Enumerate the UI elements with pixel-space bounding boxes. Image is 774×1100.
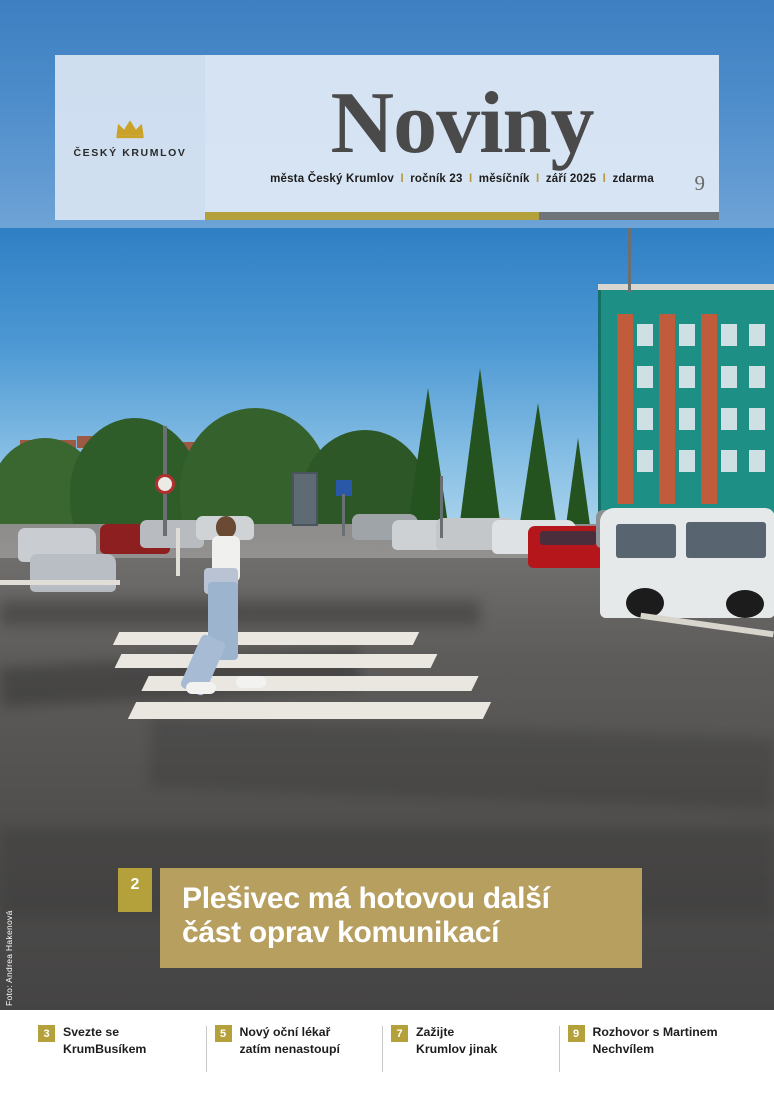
subtitle-part-1: ročník 23 — [410, 173, 463, 186]
title-block — [205, 55, 719, 220]
road-marking — [176, 528, 180, 576]
headline-line-2: část oprav komunikací — [182, 915, 500, 949]
paper-title: Noviny — [330, 74, 594, 172]
teaser-line-1: Zažijte — [416, 1025, 455, 1039]
subtitle-part-0: města Český Krumlov — [270, 173, 395, 186]
headline-text — [160, 868, 642, 968]
white-van — [600, 508, 774, 618]
teaser-line-2: Krumlov jinak — [416, 1042, 498, 1057]
photo-credit: Foto: Andrea Hakenová — [4, 910, 14, 1006]
paper-subtitle — [270, 173, 654, 185]
parked-car — [30, 554, 116, 592]
teaser-page-number: 7 — [391, 1025, 408, 1042]
subtitle-part-4: zdarma — [612, 173, 654, 186]
sign-pole — [342, 494, 345, 536]
teaser-label — [63, 1024, 146, 1059]
issue-number: 9 — [694, 171, 705, 195]
crown-icon — [113, 117, 147, 139]
subtitle-sep-0: I — [400, 173, 404, 186]
teaser-page-number: 3 — [38, 1025, 55, 1042]
masthead-inner — [55, 55, 719, 220]
info-kiosk — [292, 472, 318, 526]
pedestrian — [186, 516, 266, 706]
teaser-line-1: Svezte se — [63, 1025, 120, 1039]
crosswalk-stripe — [113, 632, 419, 645]
subtitle-part-3: září 2025 — [545, 173, 597, 186]
teaser-item[interactable] — [391, 1024, 568, 1059]
traffic-sign-icon — [155, 474, 175, 494]
accent-bar-gold — [205, 212, 539, 220]
headline-page-number: 2 — [118, 868, 152, 912]
crosswalk-stripe — [115, 654, 438, 668]
teaser-label — [416, 1024, 497, 1059]
accent-bar — [205, 212, 719, 220]
teaser-bar — [0, 1010, 774, 1100]
teaser-item[interactable] — [38, 1024, 215, 1059]
road-marking — [0, 580, 120, 585]
teaser-page-number: 9 — [568, 1025, 585, 1042]
headline-line-1: Plešivec má hotovou další — [182, 882, 550, 915]
masthead — [0, 0, 774, 228]
teaser-line-2: KrumBusíkem — [63, 1042, 147, 1057]
antenna-icon — [628, 228, 631, 292]
city-logo-label: ČESKÝ KRUMLOV — [73, 146, 187, 159]
subtitle-sep-3: I — [602, 173, 607, 186]
teaser-line-1: Nový oční lékař — [239, 1025, 331, 1039]
subtitle-sep-1: I — [468, 173, 473, 186]
teaser-item[interactable] — [215, 1024, 392, 1059]
crosswalk-stripe — [128, 702, 491, 719]
teaser-label — [593, 1024, 718, 1059]
teaser-label — [240, 1024, 340, 1059]
teaser-line-2: zatím nenastoupí — [239, 1042, 340, 1057]
accent-bar-grey — [539, 212, 719, 220]
teaser-item[interactable] — [568, 1024, 745, 1059]
teaser-page-number: 5 — [215, 1025, 232, 1042]
teaser-line-1: Rozhovor s Martinem — [592, 1025, 718, 1039]
main-headline[interactable] — [118, 868, 642, 968]
teaser-line-2: Nechvílem — [592, 1042, 655, 1057]
subtitle-sep-2: I — [536, 173, 540, 186]
lamp-post — [440, 476, 443, 538]
subtitle-part-2: měsíčník — [478, 173, 530, 186]
city-logo — [55, 55, 205, 220]
